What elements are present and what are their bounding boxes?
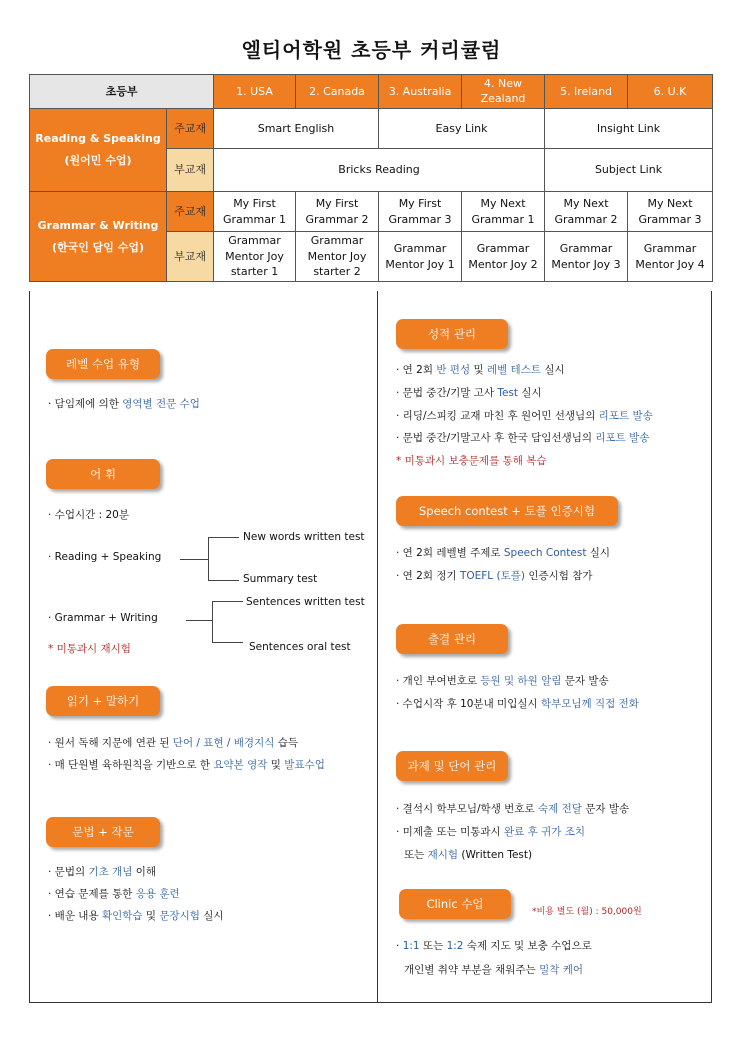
bracket-line (208, 537, 239, 581)
clinic-line1: · 1:1 또는 1:2 숙제 지도 및 보충 수업으로 (396, 940, 592, 952)
subject-sub-label: (원어민 수업) (64, 154, 132, 167)
grammar-writing-line2: · 연습 문제를 통한 응용 훈련 (48, 888, 180, 900)
connector-line (180, 559, 208, 560)
homework-heading: 과제 및 단어 관리 (396, 751, 508, 781)
grades-note: * 미통과시 보충문제를 통해 복습 (396, 455, 547, 467)
book-cell: Bricks Reading (214, 149, 545, 192)
attendance-line1: · 개인 부여번호로 등원 및 하원 알림 문자 발송 (396, 675, 609, 687)
subject-grammar-writing (30, 192, 167, 282)
book-cell: My Next Grammar 1 (462, 192, 545, 232)
vocab-gw-test2: Sentences oral test (249, 641, 351, 653)
sub-book-tag: 부교재 (167, 232, 214, 282)
book-cell: My Next Grammar 3 (628, 192, 713, 232)
vocab-heading: 어 휘 (46, 459, 160, 489)
vocab-reading-speaking: · Reading + Speaking (48, 551, 162, 563)
book-cell: Subject Link (545, 149, 713, 192)
book-cell: Grammar Mentor Joy 4 (628, 232, 713, 282)
main-book-tag: 주교재 (167, 192, 214, 232)
book-cell: Insight Link (545, 109, 713, 149)
reading-speaking-line2: · 매 단원별 육하원칙을 기반으로 한 요약본 영작 및 발표수업 (48, 759, 325, 771)
vocab-rs-test1: New words written test (243, 531, 365, 543)
book-cell: My First Grammar 1 (214, 192, 296, 232)
book-cell: Smart English (214, 109, 379, 149)
grades-line2: · 문법 중간/기말 고사 Test 실시 (396, 387, 542, 399)
column-divider (377, 291, 378, 1002)
page-title: 엘티어학원 초등부 커리큘럼 (241, 38, 502, 62)
attendance-line2: · 수업시작 후 10분내 미입실시 학부모님께 직접 전화 (396, 698, 639, 710)
grades-line1: · 연 2회 반 편성 및 레벨 테스트 실시 (396, 364, 565, 376)
table-corner: 초등부 (30, 75, 214, 109)
homework-line2: · 미제출 또는 미통과시 완료 후 귀가 조치 (396, 826, 585, 838)
curriculum-table (29, 74, 713, 282)
sub-book-tag: 부교재 (167, 149, 214, 192)
level-header: 5. Ireland (545, 75, 628, 109)
book-cell: My First Grammar 3 (379, 192, 462, 232)
homework-line1: · 결석시 학부모님/학생 번호로 숙제 전달 문자 발송 (396, 803, 630, 815)
vocab-grammar-writing: · Grammar + Writing (48, 612, 158, 624)
vocab-gw-test1: Sentences written test (246, 596, 365, 608)
main-book-tag: 주교재 (167, 109, 214, 149)
level-header: 6. U.K (628, 75, 713, 109)
reading-speaking-heading: 읽기 + 말하기 (46, 686, 160, 716)
vocab-rs-test2: Summary test (243, 573, 318, 585)
book-cell: Grammar Mentor Joy 2 (462, 232, 545, 282)
reading-speaking-line1: · 원서 독해 지문에 연관 된 단어 / 표현 / 배경지식 습득 (48, 737, 298, 749)
homework-line3: 또는 재시험 (Written Test) (404, 849, 533, 861)
vocab-time: · 수업시간 : 20분 (48, 509, 129, 521)
level-header: 3. Australia (379, 75, 462, 109)
speech-line2: · 연 2회 정기 TOEFL (토플) 인증시험 참가 (396, 570, 593, 582)
book-cell: My First Grammar 2 (296, 192, 379, 232)
subject-sub-label: (한국인 담임 수업) (51, 240, 145, 254)
grades-line4: · 문법 중간/기말고사 후 한국 담임선생님의 리포트 발송 (396, 432, 650, 444)
speech-heading: Speech contest + 토플 인증시험 (396, 496, 618, 526)
book-cell: My Next Grammar 2 (545, 192, 628, 232)
grammar-writing-line1: · 문법의 기초 개념 이해 (48, 866, 156, 878)
book-cell: Grammar Mentor Joy starter 1 (214, 232, 296, 282)
speech-line1: · 연 2회 레벨별 주제로 Speech Contest 실시 (396, 547, 611, 559)
level-type-heading: 레벨 수업 유형 (46, 349, 160, 379)
level-header: 1. USA (214, 75, 296, 109)
book-cell: Grammar Mentor Joy starter 2 (296, 232, 379, 282)
clinic-line2: 개인별 취약 부분을 채워주는 밀착 케어 (404, 964, 583, 976)
book-cell: Easy Link (379, 109, 545, 149)
attendance-heading: 출결 관리 (396, 624, 508, 654)
level-type-line: · 담임제에 의한 영역별 전문 수업 (48, 398, 200, 410)
grades-heading: 성적 관리 (396, 319, 508, 349)
clinic-heading: Clinic 수업 (399, 889, 511, 919)
vocab-retest-note: * 미통과시 재시험 (48, 643, 131, 655)
subject-label: Grammar & Writing (37, 218, 159, 232)
subject-label: Reading & Speaking (35, 132, 161, 146)
clinic-fee: *비용 별도 (월) : 50,000원 (532, 907, 642, 917)
connector-line (186, 620, 212, 621)
bracket-line (212, 601, 243, 643)
level-header: 4. New Zealand (462, 75, 545, 109)
grammar-writing-heading: 문법 + 작문 (46, 817, 160, 847)
grades-line3: · 리딩/스피킹 교재 마친 후 원어민 선생님의 리포트 발송 (396, 410, 653, 422)
grammar-writing-line3: · 배운 내용 확인학습 및 문장시험 실시 (48, 910, 224, 922)
book-cell: Grammar Mentor Joy 1 (379, 232, 462, 282)
book-cell: Grammar Mentor Joy 3 (545, 232, 628, 282)
subject-reading-speaking (30, 109, 167, 192)
level-header: 2. Canada (296, 75, 379, 109)
